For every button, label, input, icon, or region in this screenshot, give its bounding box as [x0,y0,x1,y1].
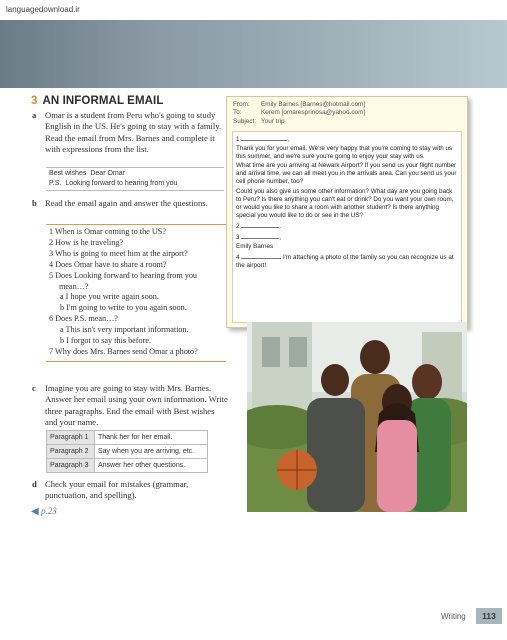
exercise-d [32,479,228,502]
expression-row [49,179,224,189]
postscript [236,252,458,270]
paragraph-label: Paragraph 3 [47,459,95,473]
section-title: AN INFORMAL EMAIL [42,95,164,107]
subject-value: Your trip [261,117,285,125]
blank-line: 3 , [236,234,282,242]
exercise-c-text: Imagine you are going to stay with Mrs. Barnes. Answer her email using your own information. Write three paragraphs. End the email with Best wishes and your name. [45,383,228,428]
email-paragraph: Thank you for your email. We're very happy that you're coming to stay with us this summer, and we're sure you're going to enjoy your stay with us. [236,145,453,161]
paragraph-label: Paragraph 1 [47,431,95,445]
to-value: Kerem [omaresprinosa@yahoo.com] [261,109,366,117]
paragraph-content: Say when you are arriving, etc. [95,445,208,459]
blank-line: 1 , [236,136,290,143]
expression: P.S. [49,180,62,187]
question: 2 How is he traveling? [49,237,124,247]
exercise-letter: a [32,110,37,120]
exercise-a-text: Omar is a student from Peru who's going to study English in the US. He's going to stay with a family. Read the email from Mrs. Barnes and complete it with expressions from the list. [45,110,222,155]
question: 7 Why does Mrs. Barnes send Omar a photo? [49,346,198,356]
subject-label: Subject: [233,117,257,125]
question: 1 When is Omar coming to the US? [49,227,166,236]
back-arrow-icon: ◀ [31,506,39,517]
from-label: From: [233,101,250,108]
question: 6 Does P.S. mean…? [49,314,118,324]
exercise-b-text: Read the email again and answer the questions. [45,198,208,208]
page-reference [31,506,57,517]
email-card [226,96,468,328]
email-body [232,131,462,323]
paragraph-plan-table [46,430,208,473]
family-photo [247,322,467,512]
page-number: 113 [476,608,502,624]
question: 4 Does Omar have to share a room? [49,259,167,269]
paragraph-label: Paragraph 2 [47,445,95,459]
question-option: b I forgot to say this before. [60,336,152,346]
blank-number: 3 [236,234,240,242]
expression: Best wishes [49,170,87,177]
footer-section-label: Writing [441,612,466,621]
exercise-c [32,383,228,429]
expression-row [49,169,224,179]
section-heading [31,95,163,107]
from-value: Emily Barnes [Barnes@hotmail.com] [261,101,366,108]
exercise-b [32,198,228,209]
exercise-letter: d [32,479,37,489]
question-option: b I'm going to write to you again soon. [60,303,187,313]
email-signature: Emily Barnes [236,243,274,251]
expressions-box [46,167,224,191]
question: 5 Does Looking forward to hearing from you mean…? [49,270,198,291]
exercise-a [32,110,228,156]
exercise-letter: b [32,198,37,208]
email-paragraph: What time are you arriving at Newark Airport? If you send us your flight number and arrival time, we can all meet you in the arrivals area. Can you send us your cell phone number, too? [236,162,457,186]
expression: Dear Omar [90,170,125,177]
email-header [233,101,365,126]
question: 3 Who is going to meet him at the airport? [49,248,188,258]
blank-fill [241,221,279,228]
paragraph-content: Answer her other questions. [95,459,208,473]
table-row [47,459,208,473]
blank-line: 2 . [236,222,282,230]
question-option: a I hope you write again soon. [60,292,159,302]
blank-fill [241,134,287,141]
question-option: a This isn't very important information. [60,325,189,335]
blank-number: 4 [236,254,240,262]
table-row [47,445,208,459]
table-row [47,431,208,445]
blank-fill [241,252,281,259]
email-paragraph: Could you also give us some other information? What day are you going back to Peru? Is there anything you can't eat or drink? Do you want your own room, or would you like to share a room with another student? Is there anything special you would like to do or see in the US? [236,187,454,219]
paragraph-content: Thank her for her email. [95,431,208,445]
postscript-text: I'm attaching a photo of the family so you can recognize us at the airport! [236,254,454,270]
blank-number: 2 [236,222,240,230]
exercise-letter: c [32,383,36,393]
blank-fill [241,232,279,239]
to-label: To: [233,109,242,117]
blank-number: 1 [236,136,240,143]
question-list [46,224,226,362]
section-number: 3 [31,95,38,107]
exercise-d-text: Check your email for mistakes (grammar, punctuation, and spelling). [45,479,189,501]
watermark: languagedownload.ir [6,5,80,14]
page-reference-text: p.23 [40,506,57,516]
header-banner [0,20,507,88]
expression: Looking forward to hearing from you [65,180,178,187]
family-illustration [247,322,467,512]
